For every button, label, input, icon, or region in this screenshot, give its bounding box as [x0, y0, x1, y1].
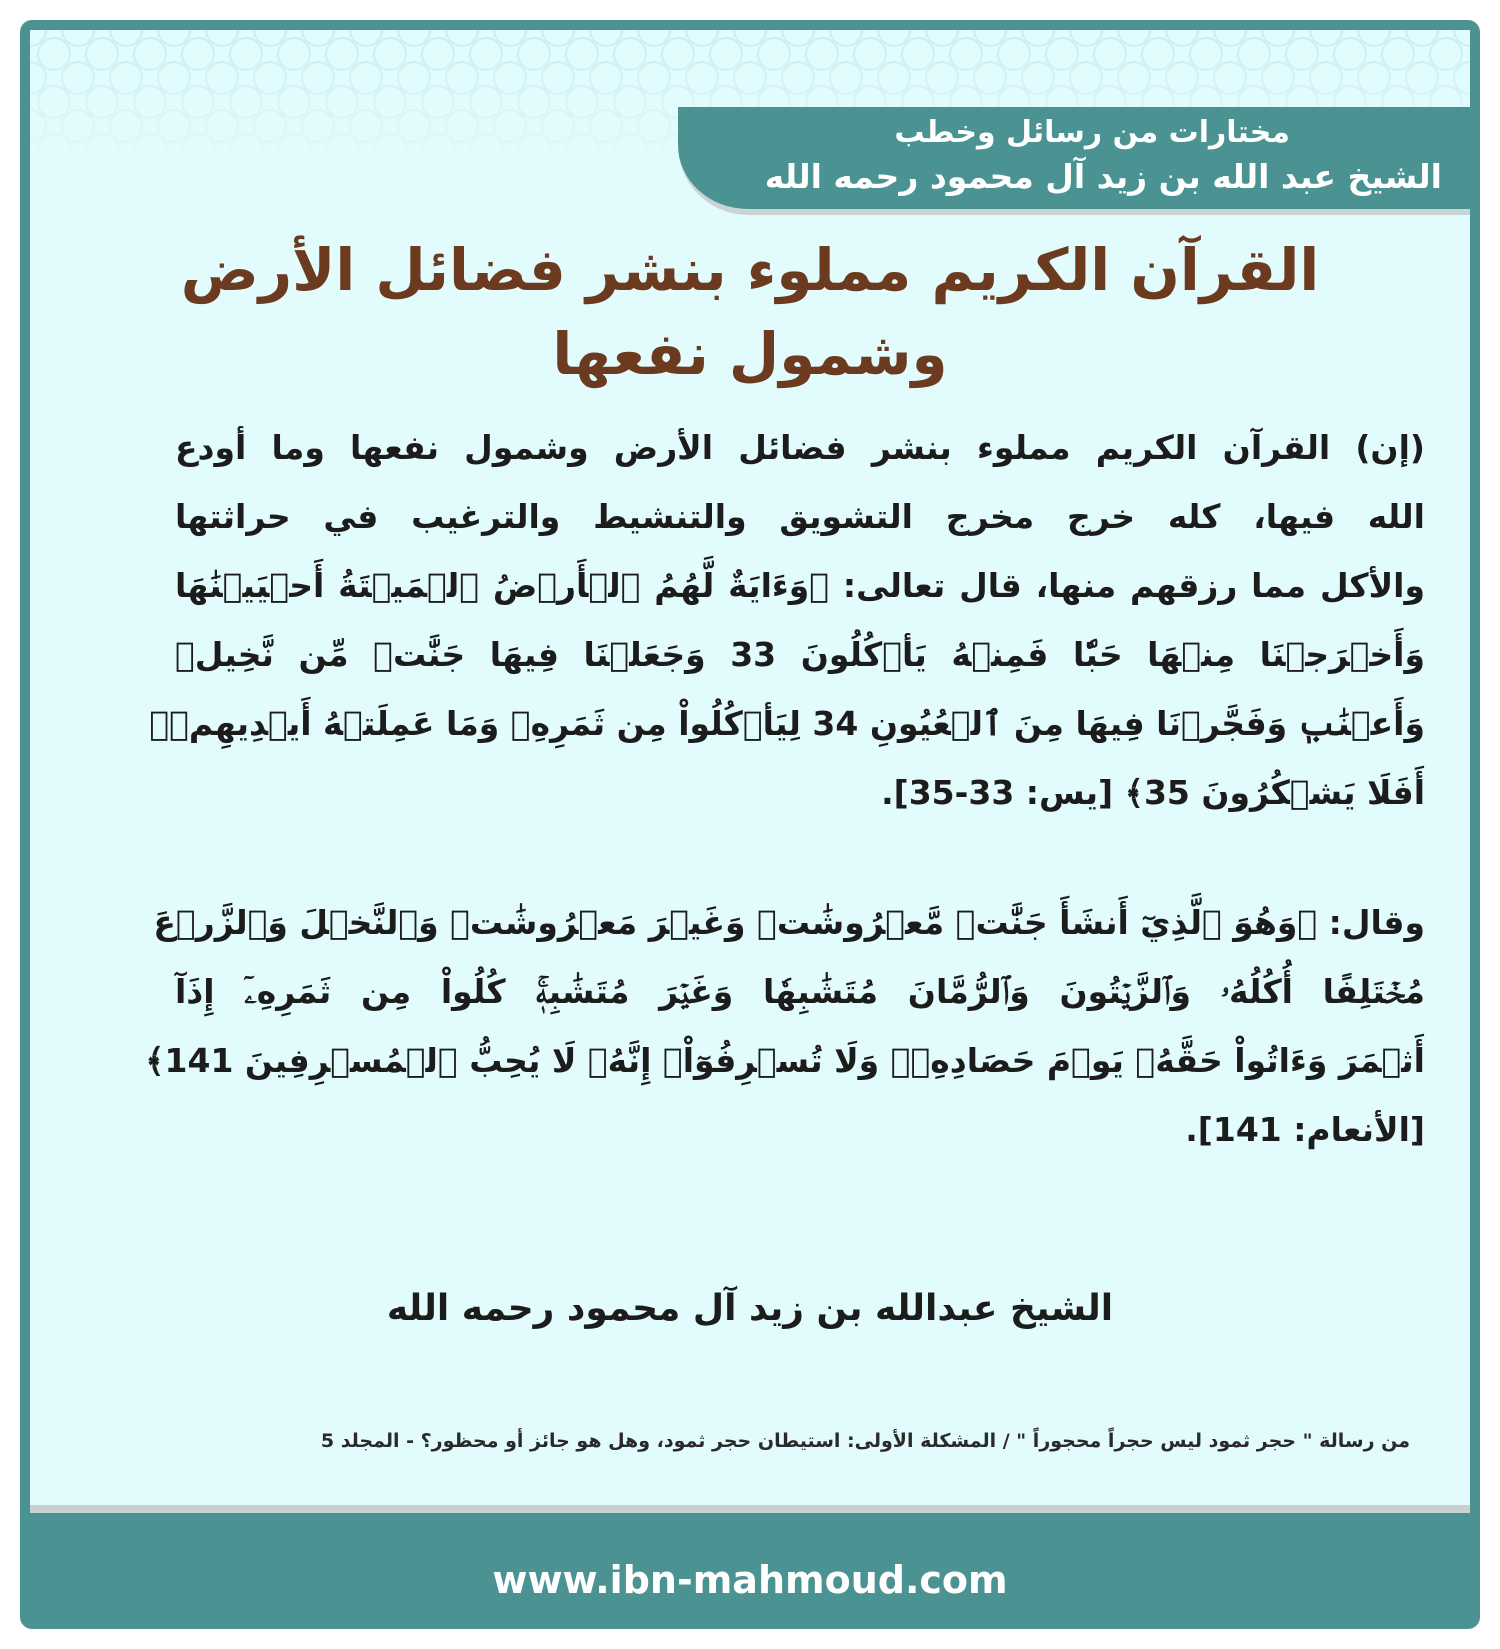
signature: الشيخ عبدالله بن زيد آل محمود رحمه الله: [386, 1288, 1114, 1329]
paragraph-2-line: أَثۡمَرَ وَءَاتُواْ حَقَّهُۥ يَوۡمَ حَصَادِهِۦۖ وَلَا تُسۡرِفُوٓاْۚ إِنَّهُۥ لَا يُحِبُّ ٱلۡمُسۡرِفِينَ 141﴾: [145, 1041, 1425, 1080]
paragraph-2-line: وقال: ﴿وَهُوَ ٱلَّذِيٓ أَنشَأَ جَنَّٰتٖ مَّعۡرُوشَٰتٖ وَغَيۡرَ مَعۡرُوشَٰتٖ وَٱلنَّخۡلَ وَٱلزَّرۡعَ: [153, 903, 1425, 942]
paragraph-1-line: وَأَخۡرَجۡنَا مِنۡهَا حَبّٗا فَمِنۡهُ يَأۡكُلُونَ 33 وَجَعَلۡنَا فِيهَا جَنَّٰتٖ مِّن نَّخِيلٖ: [175, 635, 1426, 674]
paragraph-2-line: مُخۡتَلِفًا أُكُلُهُۥ وَٱلزَّيۡتُونَ وَٱلرُّمَّانَ مُتَشَٰبِهٗا وَغَيۡرَ مُتَشَٰبِهٖۚ كُلُواْ مِن ثَمَرِهِۦٓ إِذَآ: [175, 972, 1425, 1011]
paragraph-2-line: [الأنعام: 141].: [1185, 1110, 1425, 1149]
paragraph-1-line: أَفَلَا يَشۡكُرُونَ 35﴾ [يس: 33-35].: [881, 773, 1425, 812]
paragraph-1-line: والأكل مما رزقهم منها، قال تعالى: ﴿وَءَايَةٌ لَّهُمُ ٱلۡأَرۡضُ ٱلۡمَيۡتَةُ أَحۡيَيۡنَٰهَا: [175, 566, 1425, 605]
paragraph-1-line: الله فيها، كله خرج مخرج التشويق والتنشيط والترغيب في حراثتها: [175, 497, 1425, 536]
footer-divider: [30, 1505, 1470, 1513]
header-author: الشيخ عبد الله بن زيد آل محمود رحمه الله: [764, 157, 1442, 196]
header-series: مختارات من رسائل وخطب: [894, 115, 1290, 150]
page-title-line-2: وشمول نفعها: [552, 320, 948, 388]
page-title-line-1: القرآن الكريم مملوء بنشر فضائل الأرض: [180, 236, 1320, 304]
footer-url: www.ibn-mahmoud.com: [492, 1558, 1008, 1602]
paragraph-1-line: وَأَعۡنَٰبٖ وَفَجَّرۡنَا فِيهَا مِنَ ٱلۡعُيُونِ 34 لِيَأۡكُلُواْ مِن ثَمَرِهِۦ وَمَا عَمِلَتۡهُ أَيۡدِيهِمۡۚ: [149, 704, 1425, 743]
paragraph-1-line: (إن) القرآن الكريم مملوء بنشر فضائل الأرض وشمول نفعها وما أودع: [175, 428, 1425, 467]
content-panel: [30, 30, 1470, 1513]
card-frame: [20, 20, 1480, 1629]
header-banner: [678, 107, 1470, 215]
source-citation: من رسالة " حجر ثمود ليس حجراً محجوراً " / المشكلة الأولى: استيطان حجر ثمود، وهل هو جائز أو محظور؟ - المجلد 5: [320, 1430, 1410, 1452]
